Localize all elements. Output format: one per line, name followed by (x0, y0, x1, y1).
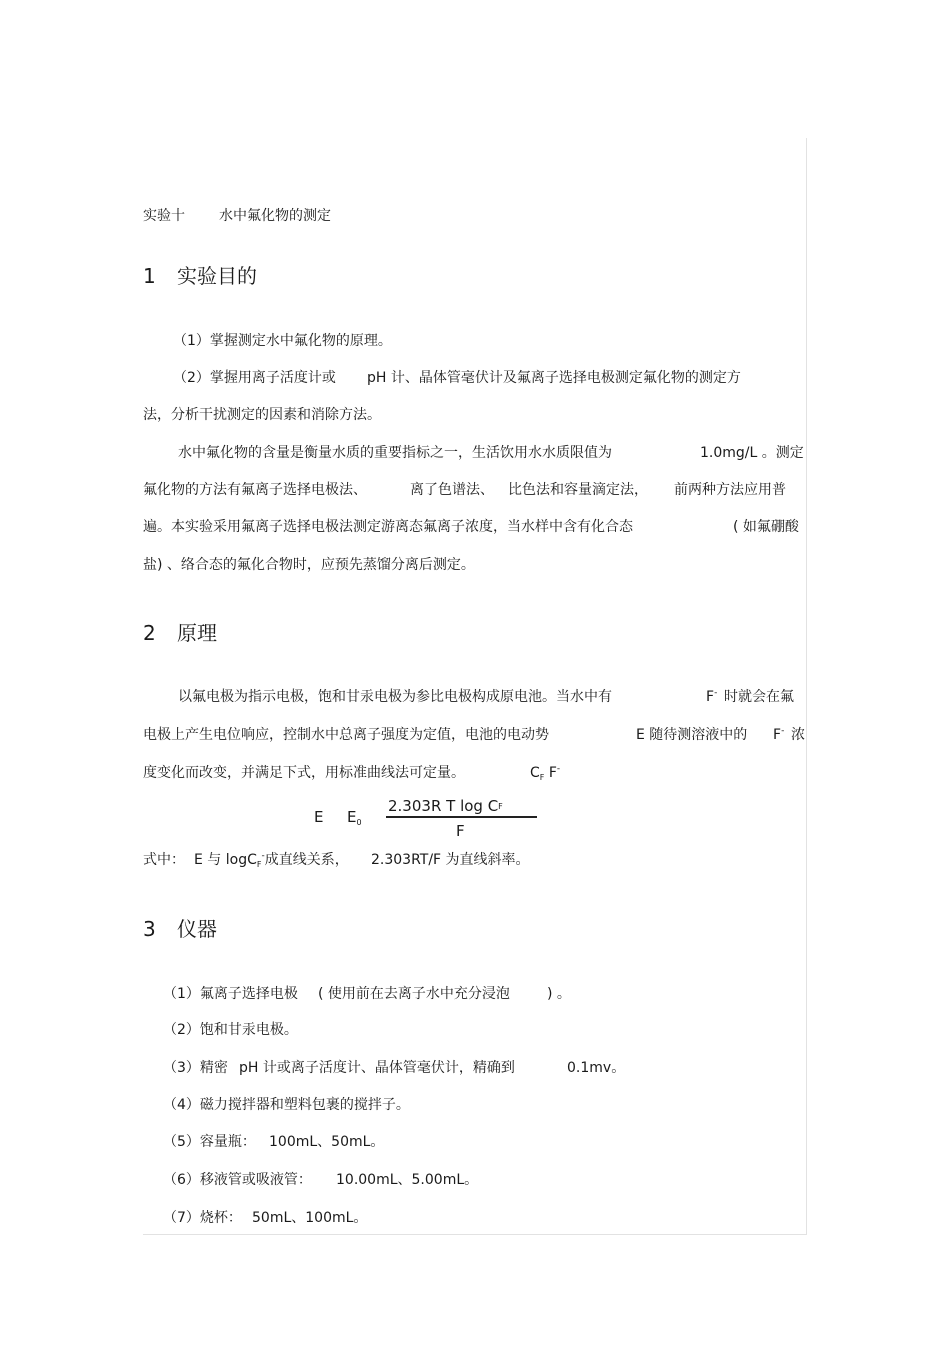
sec1-p2-d: 前两种方法应用普 (674, 482, 786, 498)
sec3-item7-a: （7）烧杯： (163, 1210, 242, 1226)
section1-number: 1 (143, 264, 156, 288)
sec2-line3-cf: $C_F$ F- (530, 764, 561, 782)
section2-title: 原理 (177, 621, 217, 645)
equation-denominator: F (456, 822, 465, 840)
sec1-p3-a: 遍。本实验采用氟离子选择电极法测定游离态氟离子浓度，当水样中含有化合态 (143, 519, 633, 535)
fraction-bar (386, 816, 537, 818)
sec2-line4-a: 式中： (143, 852, 185, 868)
section3-title: 仪器 (177, 917, 217, 941)
equation-E: E (314, 808, 324, 826)
sec1-item2-a: （2）掌握用离子活度计或 (173, 370, 336, 386)
sec3-item4: （4）磁力搅拌器和塑料包裹的搅拌子。 (163, 1097, 410, 1113)
sec1-p4: 盐) 、络合态的氟化合物时，应预先蒸馏分离后测定。 (143, 557, 475, 573)
sec2-line2-b: E 随待测溶液中的 (636, 727, 748, 743)
section1-title: 实验目的 (177, 264, 257, 288)
sec3-item5-b: 100mL、50mL。 (269, 1134, 385, 1150)
sec1-item1: （1）掌握测定水中氟化物的原理。 (173, 333, 392, 349)
sec1-item2-b: pH 计、晶体管毫伏计及氟离子选择电极测定氟化物的测定方 (367, 370, 741, 386)
sec3-item1-b: ( 使用前在去离子水中充分浸泡 (318, 986, 510, 1002)
title-label: 实验十 (143, 208, 185, 224)
sec2-line2-a: 电极上产生电位响应，控制水中总离子强度为定值，电池的电动势 (143, 727, 549, 743)
sec2-line4-b: E 与 logC$_F$-成直线关系， (194, 851, 349, 869)
sec2-line4-d: 2.303RT/F 为直线斜率。 (371, 852, 530, 868)
sec2-line1-a: 以氟电极为指示电极，饱和甘汞电极为参比电极构成原电池。当水中有 (178, 689, 612, 705)
sec2-line1-b: F- (706, 688, 718, 705)
sec3-item6-b: 10.00mL、5.00mL。 (336, 1172, 479, 1188)
sec1-p2-c: 比色法和容量滴定法， (508, 482, 648, 498)
section2-number: 2 (143, 621, 156, 645)
sec1-p1-a: 水中氟化物的含量是衡量水质的重要指标之一，生活饮用水水质限值为 (178, 445, 612, 461)
sec2-line1-c: 时就会在氟 (724, 689, 794, 705)
sec1-p3-b: ( 如氟硼酸 (733, 519, 799, 535)
equation-numerator: 2.303R T log CF (388, 797, 503, 815)
title-text: 水中氟化物的测定 (219, 208, 331, 224)
sec3-item3-a: （3）精密 (163, 1060, 228, 1076)
sec3-item1-c: ) 。 (547, 986, 571, 1002)
sec1-p2-b: 离了色谱法、 (410, 482, 494, 498)
sec3-item6-a: （6）移液管或吸液管： (163, 1172, 312, 1188)
sec3-item3-b: pH 计或离子活度计、晶体管毫伏计，精确到 (239, 1060, 515, 1076)
sec3-item2: （2）饱和甘汞电极。 (163, 1022, 298, 1038)
sec1-item2-c: 法，分析干扰测定的因素和消除方法。 (143, 407, 381, 423)
section3-number: 3 (143, 917, 156, 941)
sec2-line2-c: F- (773, 726, 785, 743)
sec3-item1-a: （1）氟离子选择电极 (163, 986, 298, 1002)
equation-E0: $E_0$ (347, 808, 362, 827)
sec2-line3-a: 度变化而改变，并满足下式，用标准曲线法可定量。 (143, 765, 465, 781)
sec3-item5-a: （5）容量瓶： (163, 1134, 256, 1150)
sec2-line2-d: 浓 (791, 727, 805, 743)
sec1-p2-a: 氟化物的方法有氟离子选择电极法、 (143, 482, 367, 498)
sec1-p1-b: 1.0mg/L 。测定 (700, 445, 804, 461)
sec3-item3-c: 0.1mv。 (567, 1060, 626, 1076)
sec3-item7-b: 50mL、100mL。 (252, 1210, 368, 1226)
